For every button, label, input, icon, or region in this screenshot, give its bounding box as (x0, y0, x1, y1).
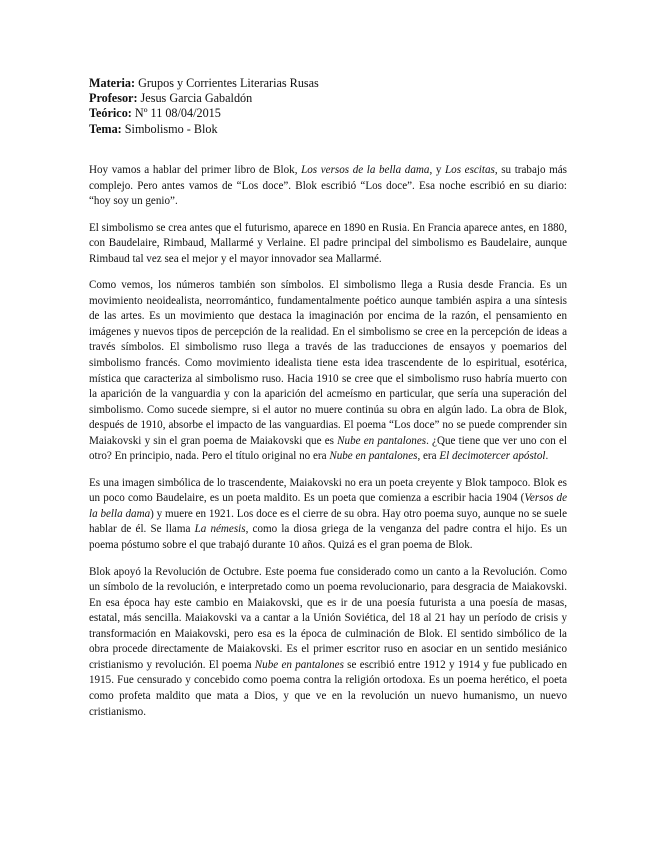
paragraph-4: Es una imagen simbólica de lo trascendente, Maiakovski no era un poeta creyente y Blok tampoco. Blok es un poco como Baudelaire, es un poeta maldito. Es un poeta que comienza a escribir hacia 1904 (Versos de la bella dama) y muere en 1921. Los doce es el cierre de su obra. Hay otro poema suyo, aunque no se suele hablar de él. Se llama La némesis, como la diosa griega de la venganza del padre contra el hijo. Es un poema póstumo sobre el que trabajó durante 10 años. Quizá es el gran poema de Blok. (89, 476, 567, 552)
profesor-label: Profesor: (89, 91, 138, 106)
materia-value: Grupos y Corrientes Literarias Rusas (135, 76, 319, 90)
paragraph-3: Como vemos, los números también son símbolos. El simbolismo llega a Rusia desde Francia. Es un movimiento neoidealista, neorromántico, fundamentalmente poético aunque también aspira a una síntesis de las artes. Es un movimiento que destaca la imaginación por encima de la razón, el pensamiento en imágenes y nuevos tipos de percepción de la realidad. En el simbolismo se cree en la percepción de ideas a través símbolos. El simbolismo ruso llega a través de las traducciones de ensayos y poemarios del simbolismo francés. Como movimiento idealista tiene esta idea trascendente de lo espiritual, esotérica, mística que caracteriza al simbolismo ruso. Hacia 1910 se cree que el simbolismo ruso habría muerto con la aparición de la vanguardia y con la aparición del acmeísmo en particular, que sería una superación del simbolismo. Como sucede siempre, si el autor no muere continúa su obra en algún lado. La obra de Blok, después de 1910, absorbe el impacto de las vanguardias. El poema “Los doce” no se puede comprender sin Maiakovski y sin el gran poema de Maiakovski que es Nube en pantalones. ¿Que tiene que ver uno con el otro? En principio, nada. Pero el título original no era Nube en pantalones, era El decimotercer apóstol. (89, 279, 567, 463)
title-nube-en-pantalones: Nube en pantalones (329, 450, 418, 463)
profesor-value: Jesus Garcia Gabaldón (137, 91, 253, 106)
title-nube-en-pantalones: Nube en pantalones (337, 434, 427, 447)
paragraph-2: El simbolismo se crea antes que el futurismo, aparece en 1890 en Rusia. En Francia aparece antes, en 1880, con Baudelaire, Rimbaud, Mallarmé y Verlaine. El padre principal del simbolismo es Baudelaire, aunque Rimbaud tal vez sea el mejor y el mayor innovador sea Mallarmé. (89, 221, 567, 265)
title-los-escitas: Los escitas (445, 164, 495, 176)
title-los-versos: Los versos de la bella dama (301, 164, 430, 176)
tema-value: Simbolismo - Blok (121, 121, 218, 136)
title-nube-en-pantalones: Nube en pantalones (254, 658, 344, 671)
header-tema (89, 122, 569, 137)
header-materia (89, 76, 569, 91)
document-header (89, 76, 569, 137)
paragraph-1: Hoy vamos a hablar del primer libro de Blok, Los versos de la bella dama, y Los escitas, su trabajo más complejo. Pero antes vamos de “Los doce”. Blok escribió “Los doce”. Esa noche escribió en su diario: “hoy soy un genio”. (89, 164, 567, 208)
teorico-value: Nº 11 08/04/2015 (131, 106, 221, 121)
title-decimotercer-apostol: El decimotercer apóstol (439, 450, 546, 463)
title-versos-bella-dama: Versos de la bella dama (89, 492, 567, 520)
materia-label: Materia: (89, 76, 136, 90)
title-la-nemesis: La némesis (194, 523, 246, 536)
header-profesor (89, 91, 569, 106)
paragraph-5: Blok apoyó la Revolución de Octubre. Este poema fue considerado como un canto a la Revolución. Como un símbolo de la revolución, e interpretado como un poema revolucionario, para desgracia de Maiakovski. En esa época hay este cambio en Maiakovski, que es ir de una poesía futurista a una poesía de masas, estatal, más sencilla. Maiakovski va a cantar a la Unión Soviética, del 18 al 21 hay un período de crisis y transformación en Maiakovski, pero esa es la época de culminación de Blok. El sentido simbólico de la obra procede directamente de Maiakovski. Es el primer escritor ruso en asociar en un sentido mesiánico cristianismo y revolución. El poema Nube en pantalones se escribió entre 1912 y 1914 y fue publicado en 1915. Fue censurado y concebido como poema contra la religión ortodoxa. Es un poema herético, el poeta como profeta maldito que mata a Dios, y que ve en la revolución un nuevo humanismo, un nuevo cristianismo. (89, 565, 567, 718)
header-teorico (89, 106, 569, 121)
teorico-label: Teórico: (89, 106, 132, 121)
document-body (89, 163, 567, 731)
tema-label: Tema: (89, 121, 122, 136)
